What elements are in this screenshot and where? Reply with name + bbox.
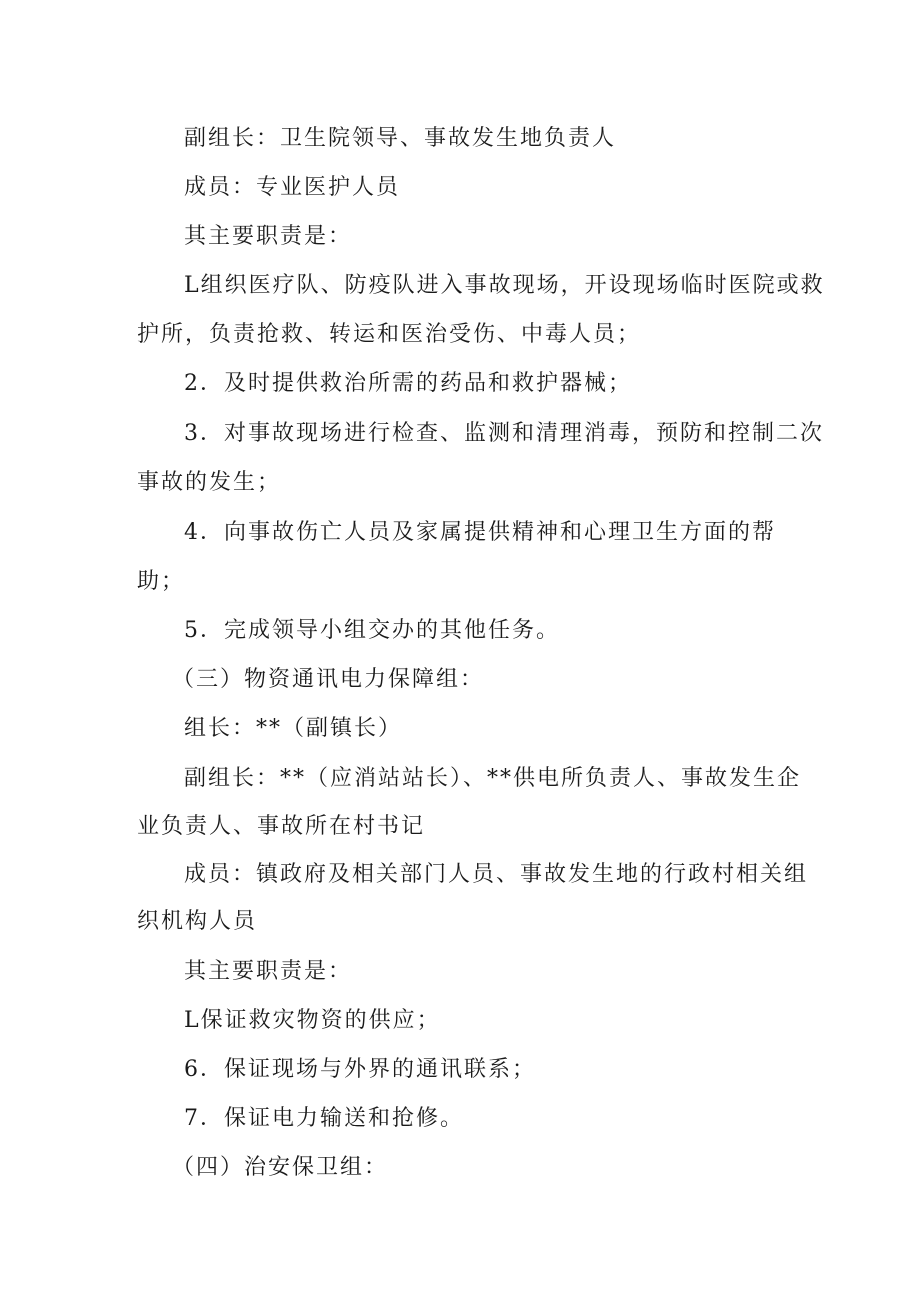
text-line-duty-5: 5．完成领导小组交办的其他任务。 [184, 618, 560, 643]
text-line-members-2: 成员：镇政府及相关部门人员、事故发生地的行政村相关组 [184, 862, 809, 887]
text-line-members-2-cont: 织机构人员 [137, 909, 258, 934]
text-line-duty-4: 4．向事故伤亡人员及家属提供精神和心理卫生方面的帮 [184, 520, 776, 545]
text-line-supply-duty-6: 6．保证现场与外界的通讯联系； [184, 1057, 536, 1082]
text-line-duty-3: 3．对事故现场进行检查、监测和清理消毒，预防和控制二次 [184, 421, 824, 446]
text-line-duties-heading-2: 其主要职责是： [184, 959, 353, 984]
text-line-duty-1: L组织医疗队、防疫队进入事故现场，开设现场临时医院或救 [184, 273, 825, 298]
section-heading-3: （三）物资通讯电力保障组： [172, 667, 485, 692]
text-line-members: 成员：专业医护人员 [184, 175, 401, 200]
text-line-duties-heading: 其主要职责是： [184, 224, 353, 249]
text-line-leader: 组长：**（副镇长） [184, 716, 403, 741]
section-heading-4: （四）治安保卫组： [172, 1155, 389, 1180]
text-line-supply-duty-7: 7．保证电力输送和抢修。 [184, 1106, 464, 1131]
text-line-duty-3-cont: 事故的发生； [137, 470, 282, 495]
text-line-deputy-leaders-cont: 业负责人、事故所在村书记 [137, 814, 426, 839]
text-line-deputy-leaders: 副组长：**（应消站站长）、**供电所负责人、事故发生企 [184, 766, 802, 791]
text-line-deputy-leader: 副组长：卫生院领导、事故发生地负责人 [184, 126, 617, 151]
text-line-supply-duty-1: L保证救灾物资的供应； [184, 1008, 441, 1033]
text-line-duty-1-cont: 护所，负责抢救、转运和医治受伤、中毒人员； [137, 322, 642, 347]
text-line-duty-2: 2．及时提供救治所需的药品和救护器械； [184, 371, 632, 396]
text-line-duty-4-cont: 助； [137, 569, 186, 594]
